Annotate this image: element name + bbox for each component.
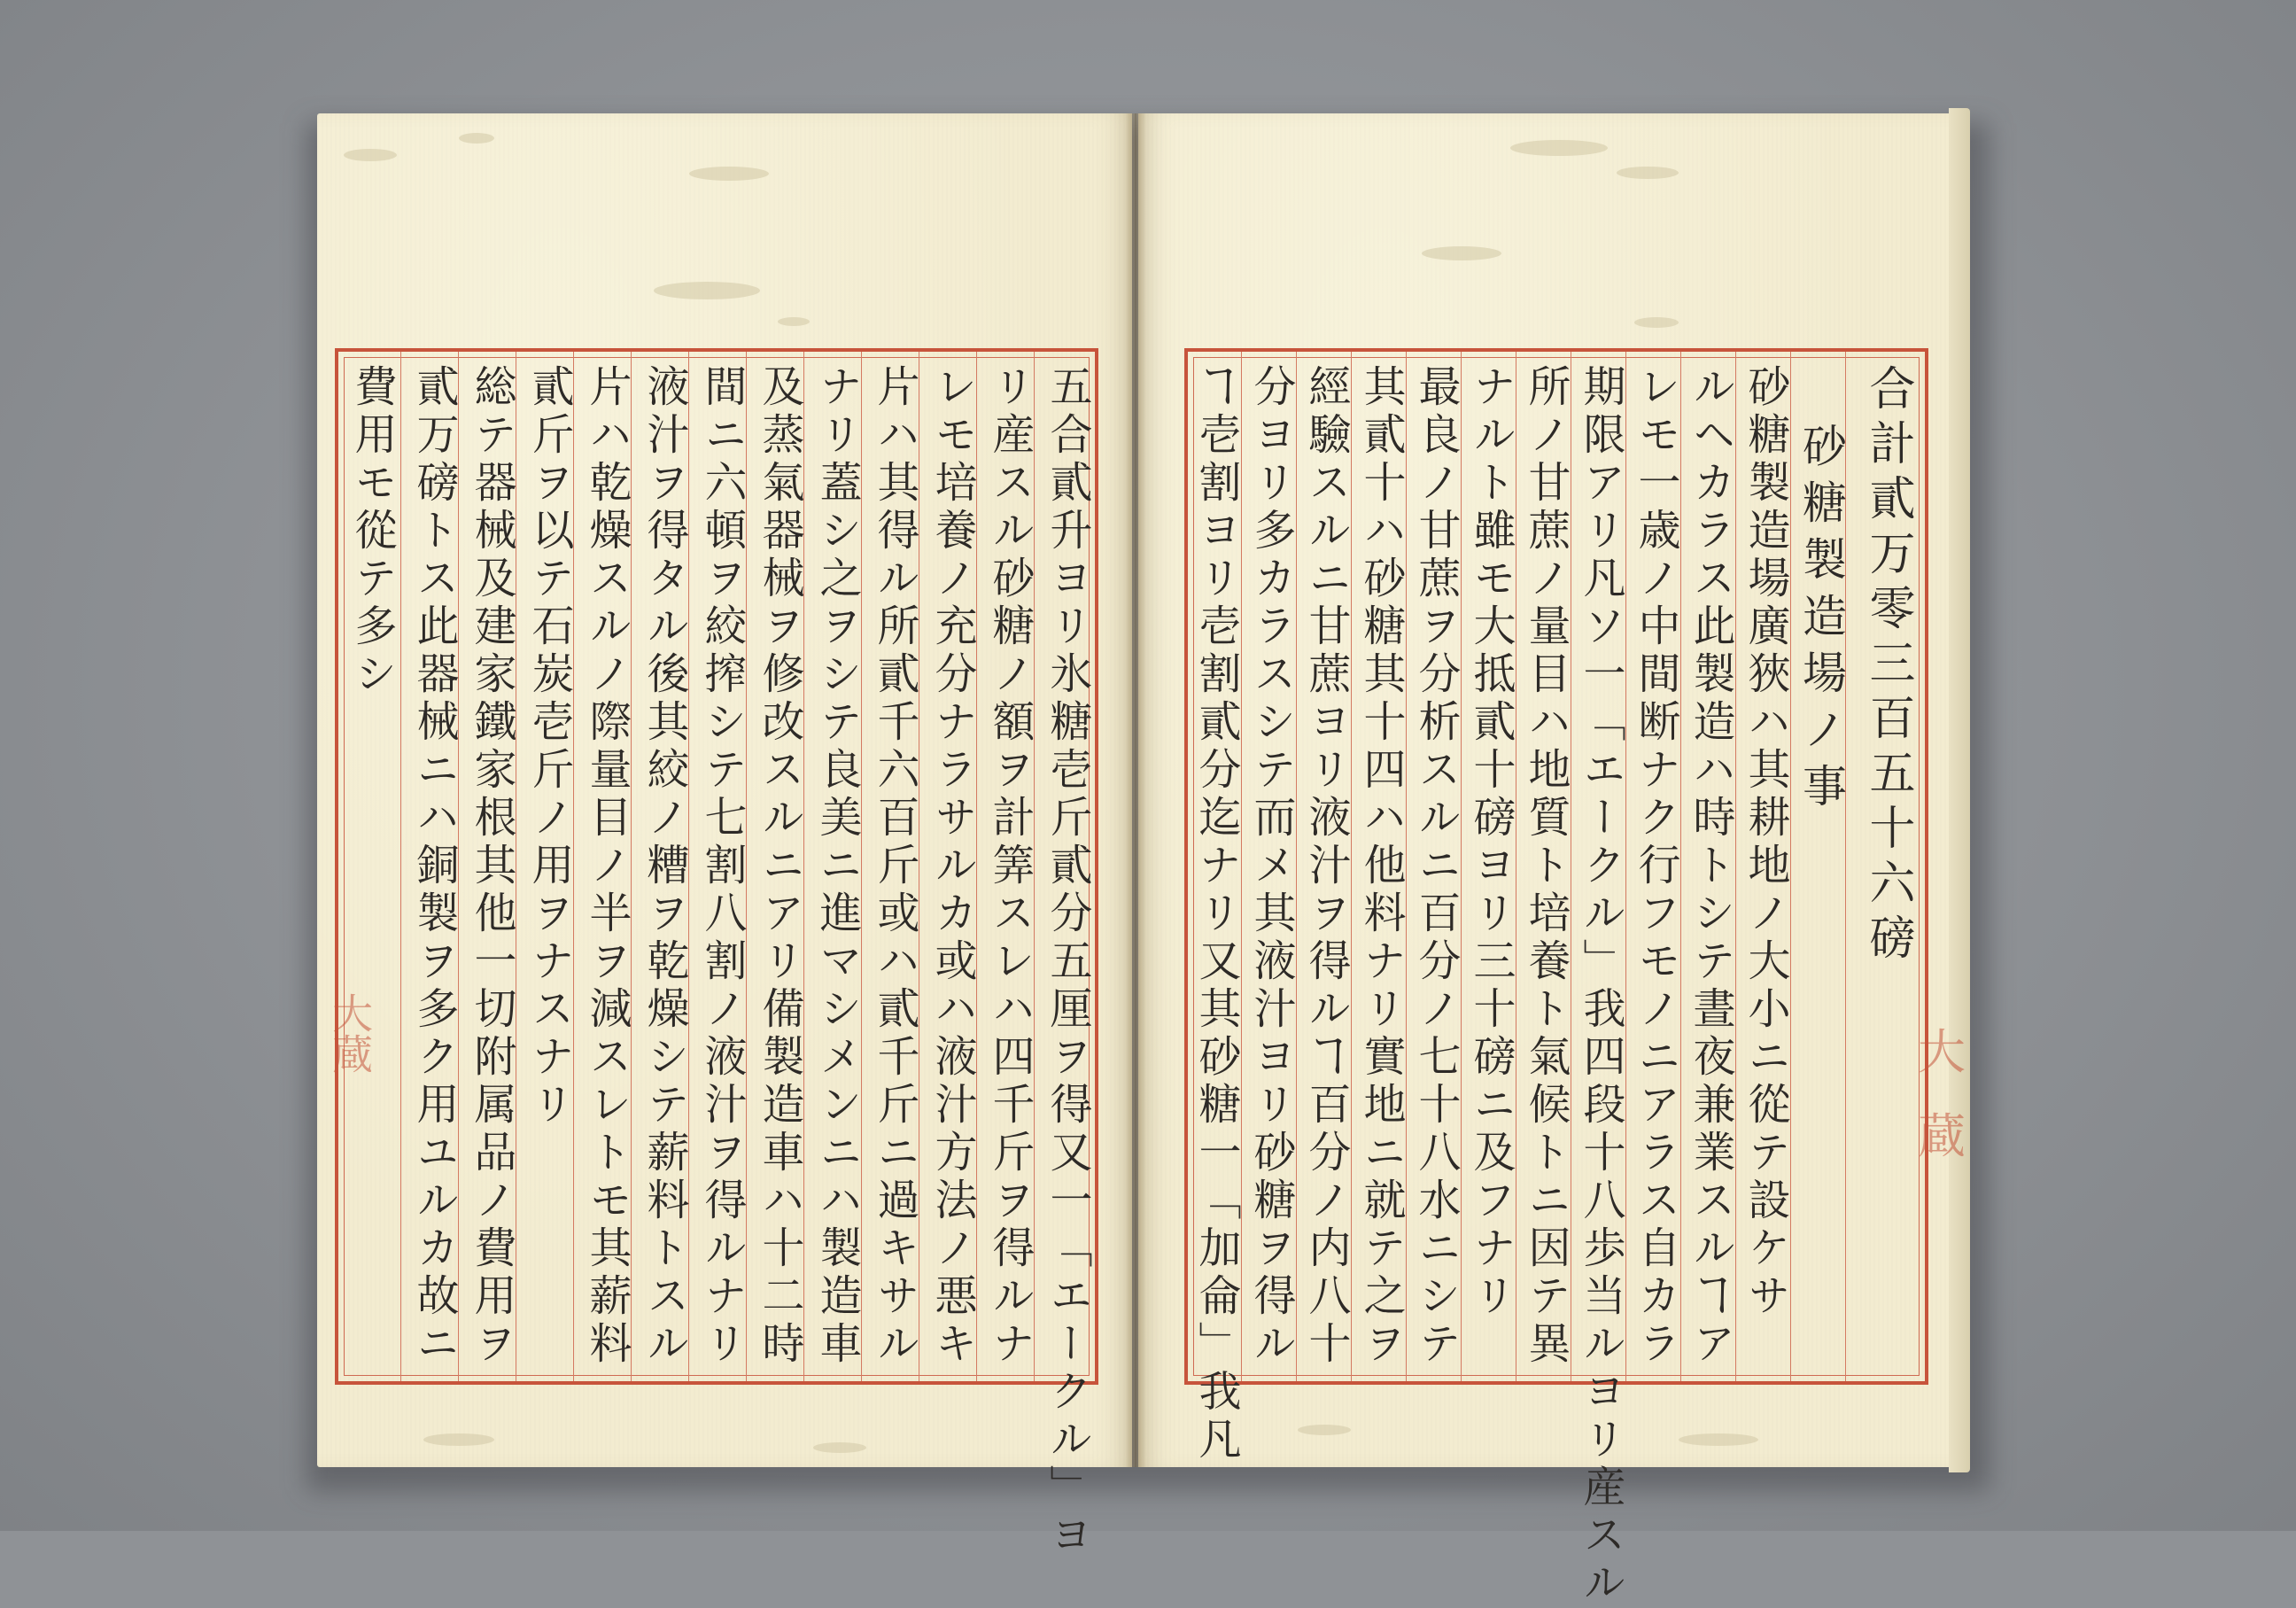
left-text-frame [335, 348, 1098, 1560]
column-text: 片ハ其得ル所貳千六百斤或ハ貳千斤ニ過キサル [870, 364, 919, 1369]
text-column [1519, 364, 1572, 1369]
text-column [695, 364, 749, 1369]
text-column [1190, 364, 1243, 1464]
text-column [1409, 364, 1462, 1369]
right-text-frame [1184, 348, 1928, 1608]
text-column [407, 364, 461, 1369]
column-text: 及蒸氣器械ヲ修改スルニアリ備製造車ハ十二時 [755, 364, 804, 1369]
column-text: ヿ壱割ヨリ壱割貳分迄ナリ又其砂糖一「加侖」我凡 [1191, 364, 1241, 1464]
column-text: 費用モ從テ多シ [347, 364, 397, 699]
column-text: 其貳十ハ砂糖其十四ハ他料ナリ實地ニ就テ之ヲ [1356, 364, 1406, 1369]
text-column [580, 364, 633, 1369]
paper-fiber [1617, 167, 1679, 179]
column-text: リ産スル砂糖ノ額ヲ計筭スレハ四千斤ヲ得ルナ [985, 364, 1035, 1369]
total-line: 合計貳万零三百五十六磅 [1861, 364, 1914, 968]
text-column [1464, 364, 1517, 1365]
page-edge [1949, 108, 1970, 1472]
text-column [983, 364, 1036, 1369]
text-column [1684, 364, 1737, 1369]
text-column [1739, 364, 1792, 1365]
text-column [345, 364, 399, 1365]
column-text: ナリ蓋シ之ヲシテ良美ニ進マシメンニハ製造車 [812, 364, 862, 1369]
column-text: 貳万磅トス此器械ニハ銅製ヲ多ク用ユルカ故ニ [409, 364, 459, 1369]
text-column [868, 364, 921, 1369]
column-text: ルヘカラス此製造ハ時トシテ晝夜兼業スルヿア [1686, 364, 1735, 1369]
paper-fiber [1634, 317, 1679, 328]
text-column [1354, 364, 1408, 1369]
total-column [1861, 364, 1914, 1365]
section-heading: 砂糖製造場ノ事 [1796, 423, 1847, 820]
column-text: 所ノ甘蔗ノ量目ハ地質ト培養ト氣候トニ因テ異 [1521, 364, 1571, 1369]
column-text: 片ハ乾燥スルノ際量目ノ半ヲ減スレトモ其薪料 [582, 364, 632, 1369]
text-column [523, 364, 576, 1365]
column-text: レモ一歳ノ中間断ナク行フモノニアラス自カラ [1631, 364, 1680, 1369]
edge-mark-right-top: 大 [1918, 1024, 1966, 1080]
column-text: 分ヨリ多カラスシテ而メ其液汁ヨリ砂糖ヲ得ル [1246, 364, 1296, 1369]
paper-fiber [344, 149, 397, 161]
edge-mark-left: 大蔵 [326, 992, 374, 1074]
column-text: 五合貳升ヨリ氷糖壱斤貳分五厘ヲ得又一「エークル」ヨ [1043, 364, 1092, 1560]
paper-fiber [1679, 1433, 1758, 1446]
paper-fiber [1422, 246, 1501, 260]
text-column [811, 364, 864, 1369]
paper-fiber [459, 133, 494, 144]
column-text: 經驗スルニ甘蔗ヨリ液汁ヲ得ルヿ百分ノ内八十 [1301, 364, 1351, 1369]
paper-fiber [423, 1433, 494, 1446]
paper-fiber [813, 1442, 866, 1453]
column-text: 最良ノ甘蔗ヲ分析スルニ百分ノ七十八水ニシテ [1411, 364, 1461, 1369]
book-spine [1125, 113, 1146, 1467]
paper-fiber [1510, 140, 1608, 156]
text-column [926, 364, 979, 1369]
heading-column [1795, 423, 1848, 1424]
paper-fiber [1298, 1425, 1351, 1435]
paper-fiber [654, 282, 760, 299]
text-column [753, 364, 806, 1369]
paper-fiber [778, 317, 810, 326]
text-column [1574, 364, 1627, 1608]
column-text: 砂糖製造場廣狹ハ其耕地ノ大小ニ從テ設ケサ [1741, 364, 1790, 1321]
column-text: 期限アリ凡ソ一「エークル」我四段十八歩当ルヨリ産スル [1576, 364, 1625, 1608]
column-text: レモ培養ノ充分ナラサルカ或ハ液汁方法ノ悪キ [927, 364, 977, 1369]
column-text: 間ニ六頓ヲ絞搾シテ七割八割ノ液汁ヲ得ルナリ [697, 364, 747, 1369]
column-text: 総テ器械及建家鐵家根其他一切附属品ノ費用ヲ [467, 364, 516, 1369]
text-column [1245, 364, 1298, 1369]
column-text: 液汁ヲ得タル後其絞ノ糟ヲ乾燥シテ薪料トスル [640, 364, 689, 1369]
paper-fiber [689, 167, 769, 181]
text-column [1041, 364, 1094, 1560]
text-column [1629, 364, 1682, 1369]
column-text: 貳斤ヲ以テ石炭壱斤ノ用ヲナスナリ [524, 364, 574, 1130]
text-column [638, 364, 691, 1369]
edge-mark-right-bottom: 蔵 [1918, 1108, 1966, 1164]
column-text: ナルト雖モ大抵貳十磅ヨリ三十磅ニ及フナリ [1466, 364, 1516, 1321]
text-column [465, 364, 518, 1369]
column-rule [400, 352, 401, 1381]
text-column [1299, 364, 1353, 1369]
